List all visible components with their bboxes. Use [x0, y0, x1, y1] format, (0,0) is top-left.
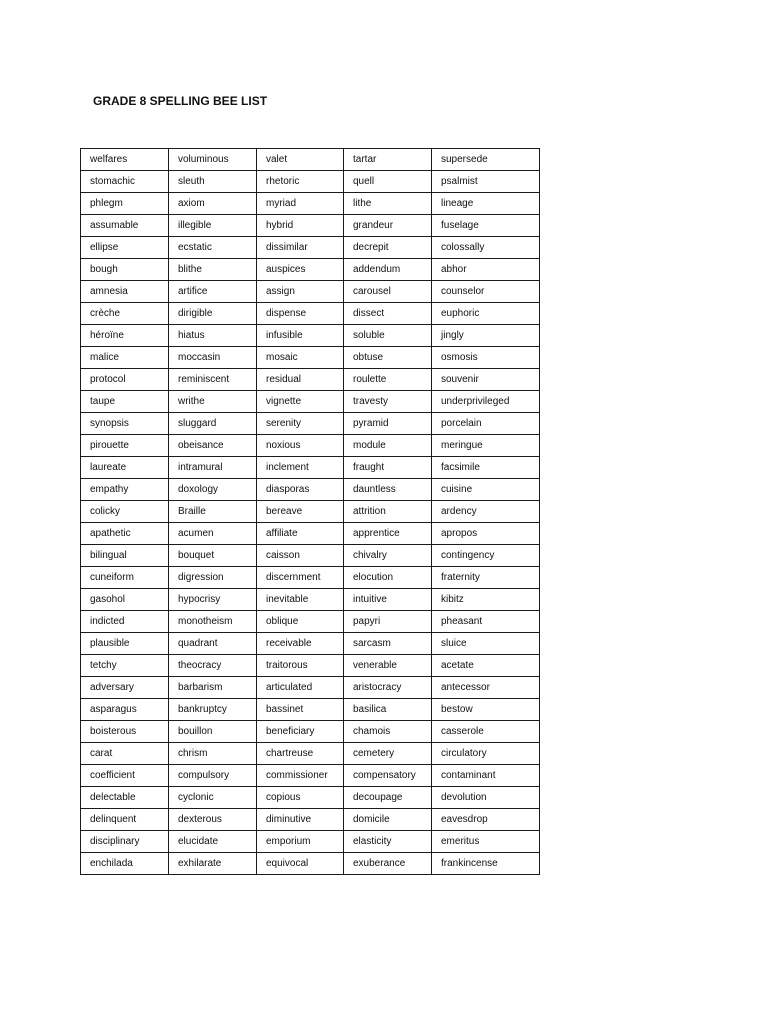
word-cell: antecessor [432, 677, 540, 699]
word-cell: abhor [432, 259, 540, 281]
word-cell: bestow [432, 699, 540, 721]
word-cell: fuselage [432, 215, 540, 237]
word-cell: serenity [257, 413, 344, 435]
word-cell: sleuth [169, 171, 257, 193]
word-cell: addendum [344, 259, 432, 281]
word-table-body [81, 149, 540, 875]
spelling-word-table [80, 148, 540, 875]
word-cell: illegible [169, 215, 257, 237]
word-cell: doxology [169, 479, 257, 501]
word-cell: domicile [344, 809, 432, 831]
word-cell: contaminant [432, 765, 540, 787]
word-cell: enchilada [81, 853, 169, 875]
word-cell: Braille [169, 501, 257, 523]
word-cell: casserole [432, 721, 540, 743]
word-cell: pirouette [81, 435, 169, 457]
word-cell: dissimilar [257, 237, 344, 259]
word-cell: cuneiform [81, 567, 169, 589]
word-cell: inclement [257, 457, 344, 479]
word-cell: intramural [169, 457, 257, 479]
word-cell: sluggard [169, 413, 257, 435]
word-cell: euphoric [432, 303, 540, 325]
word-cell: elocution [344, 567, 432, 589]
word-cell: emporium [257, 831, 344, 853]
word-cell: module [344, 435, 432, 457]
word-cell: bilingual [81, 545, 169, 567]
table-row [81, 677, 540, 699]
table-row [81, 853, 540, 875]
word-cell: writhe [169, 391, 257, 413]
word-cell: cyclonic [169, 787, 257, 809]
word-cell: psalmist [432, 171, 540, 193]
word-cell: crèche [81, 303, 169, 325]
word-cell: rhetoric [257, 171, 344, 193]
table-row [81, 303, 540, 325]
word-cell: decoupage [344, 787, 432, 809]
word-cell: bough [81, 259, 169, 281]
table-row [81, 193, 540, 215]
word-cell: lineage [432, 193, 540, 215]
word-cell: souvenir [432, 369, 540, 391]
word-cell: attrition [344, 501, 432, 523]
word-cell: porcelain [432, 413, 540, 435]
word-cell: asparagus [81, 699, 169, 721]
word-cell: assign [257, 281, 344, 303]
word-cell: disciplinary [81, 831, 169, 853]
word-cell: obtuse [344, 347, 432, 369]
word-cell: contingency [432, 545, 540, 567]
word-cell: synopsis [81, 413, 169, 435]
word-cell: oblique [257, 611, 344, 633]
word-cell: vignette [257, 391, 344, 413]
word-cell: lithe [344, 193, 432, 215]
word-cell: mosaic [257, 347, 344, 369]
table-row [81, 611, 540, 633]
word-cell: indicted [81, 611, 169, 633]
word-cell: bereave [257, 501, 344, 523]
word-cell: dissect [344, 303, 432, 325]
word-cell: soluble [344, 325, 432, 347]
table-row [81, 457, 540, 479]
word-cell: adversary [81, 677, 169, 699]
word-cell: ardency [432, 501, 540, 523]
word-cell: meringue [432, 435, 540, 457]
word-cell: venerable [344, 655, 432, 677]
word-cell: hybrid [257, 215, 344, 237]
word-cell: fraternity [432, 567, 540, 589]
word-cell: carousel [344, 281, 432, 303]
word-cell: receivable [257, 633, 344, 655]
table-row [81, 413, 540, 435]
word-cell: circulatory [432, 743, 540, 765]
word-cell: traitorous [257, 655, 344, 677]
word-cell: counselor [432, 281, 540, 303]
word-cell: articulated [257, 677, 344, 699]
table-row [81, 391, 540, 413]
word-cell: cuisine [432, 479, 540, 501]
word-cell: roulette [344, 369, 432, 391]
word-cell: fraught [344, 457, 432, 479]
word-cell: chrism [169, 743, 257, 765]
word-cell: gasohol [81, 589, 169, 611]
word-cell: bassinet [257, 699, 344, 721]
word-cell: bouquet [169, 545, 257, 567]
word-cell: dispense [257, 303, 344, 325]
word-cell: underprivileged [432, 391, 540, 413]
word-cell: barbarism [169, 677, 257, 699]
word-cell: sluice [432, 633, 540, 655]
word-cell: pyramid [344, 413, 432, 435]
word-cell: osmosis [432, 347, 540, 369]
word-cell: myriad [257, 193, 344, 215]
word-cell: elucidate [169, 831, 257, 853]
table-row [81, 633, 540, 655]
word-cell: colicky [81, 501, 169, 523]
word-cell: dirigible [169, 303, 257, 325]
word-cell: diminutive [257, 809, 344, 831]
word-cell: theocracy [169, 655, 257, 677]
word-cell: eavesdrop [432, 809, 540, 831]
table-row [81, 699, 540, 721]
word-cell: bankruptcy [169, 699, 257, 721]
table-row [81, 501, 540, 523]
word-cell: héroïne [81, 325, 169, 347]
word-cell: ecstatic [169, 237, 257, 259]
word-cell: stomachic [81, 171, 169, 193]
table-row [81, 215, 540, 237]
table-row [81, 589, 540, 611]
word-cell: elasticity [344, 831, 432, 853]
word-cell: dexterous [169, 809, 257, 831]
word-cell: carat [81, 743, 169, 765]
word-cell: apropos [432, 523, 540, 545]
table-row [81, 809, 540, 831]
word-cell: decrepit [344, 237, 432, 259]
word-cell: boisterous [81, 721, 169, 743]
table-row [81, 149, 540, 171]
word-cell: affiliate [257, 523, 344, 545]
word-cell: delectable [81, 787, 169, 809]
word-cell: caisson [257, 545, 344, 567]
word-cell: amnesia [81, 281, 169, 303]
word-cell: apathetic [81, 523, 169, 545]
word-cell: phlegm [81, 193, 169, 215]
table-row [81, 831, 540, 853]
table-row [81, 259, 540, 281]
word-cell: cemetery [344, 743, 432, 765]
word-cell: delinquent [81, 809, 169, 831]
word-cell: tartar [344, 149, 432, 171]
word-cell: pheasant [432, 611, 540, 633]
word-cell: infusible [257, 325, 344, 347]
word-cell: aristocracy [344, 677, 432, 699]
table-row [81, 369, 540, 391]
word-cell: axiom [169, 193, 257, 215]
word-cell: sarcasm [344, 633, 432, 655]
word-cell: inevitable [257, 589, 344, 611]
word-cell: kibitz [432, 589, 540, 611]
word-cell: voluminous [169, 149, 257, 171]
word-cell: obeisance [169, 435, 257, 457]
word-cell: commissioner [257, 765, 344, 787]
word-cell: devolution [432, 787, 540, 809]
table-row [81, 655, 540, 677]
word-cell: beneficiary [257, 721, 344, 743]
word-cell: papyri [344, 611, 432, 633]
word-cell: chamois [344, 721, 432, 743]
word-cell: plausible [81, 633, 169, 655]
word-cell: equivocal [257, 853, 344, 875]
table-row [81, 545, 540, 567]
word-cell: exuberance [344, 853, 432, 875]
word-cell: quell [344, 171, 432, 193]
word-cell: blithe [169, 259, 257, 281]
word-cell: facsimile [432, 457, 540, 479]
word-cell: coefficient [81, 765, 169, 787]
word-cell: supersede [432, 149, 540, 171]
table-row [81, 435, 540, 457]
word-cell: laureate [81, 457, 169, 479]
table-row [81, 281, 540, 303]
table-row [81, 171, 540, 193]
word-cell: assumable [81, 215, 169, 237]
table-row [81, 347, 540, 369]
word-cell: exhilarate [169, 853, 257, 875]
table-row [81, 721, 540, 743]
word-cell: quadrant [169, 633, 257, 655]
word-cell: copious [257, 787, 344, 809]
word-cell: apprentice [344, 523, 432, 545]
word-cell: dauntless [344, 479, 432, 501]
word-cell: travesty [344, 391, 432, 413]
table-row [81, 567, 540, 589]
word-cell: compulsory [169, 765, 257, 787]
word-cell: tetchy [81, 655, 169, 677]
word-cell: acetate [432, 655, 540, 677]
table-row [81, 325, 540, 347]
word-cell: ellipse [81, 237, 169, 259]
table-row [81, 523, 540, 545]
word-cell: reminiscent [169, 369, 257, 391]
word-cell: protocol [81, 369, 169, 391]
word-cell: basilica [344, 699, 432, 721]
word-cell: valet [257, 149, 344, 171]
word-cell: diasporas [257, 479, 344, 501]
word-cell: noxious [257, 435, 344, 457]
word-cell: frankincense [432, 853, 540, 875]
word-cell: hiatus [169, 325, 257, 347]
word-cell: acumen [169, 523, 257, 545]
table-row [81, 479, 540, 501]
word-cell: monotheism [169, 611, 257, 633]
page-title: GRADE 8 SPELLING BEE LIST [93, 94, 268, 108]
word-cell: moccasin [169, 347, 257, 369]
word-cell: taupe [81, 391, 169, 413]
table-row [81, 743, 540, 765]
word-cell: colossally [432, 237, 540, 259]
word-cell: discernment [257, 567, 344, 589]
word-cell: auspices [257, 259, 344, 281]
word-cell: welfares [81, 149, 169, 171]
word-cell: chivalry [344, 545, 432, 567]
word-cell: chartreuse [257, 743, 344, 765]
word-cell: grandeur [344, 215, 432, 237]
word-cell: artifice [169, 281, 257, 303]
word-cell: compensatory [344, 765, 432, 787]
word-cell: residual [257, 369, 344, 391]
word-cell: digression [169, 567, 257, 589]
word-cell: hypocrisy [169, 589, 257, 611]
word-cell: empathy [81, 479, 169, 501]
word-cell: intuitive [344, 589, 432, 611]
table-row [81, 237, 540, 259]
table-row [81, 787, 540, 809]
word-cell: emeritus [432, 831, 540, 853]
word-cell: jingly [432, 325, 540, 347]
word-cell: bouillon [169, 721, 257, 743]
word-cell: malice [81, 347, 169, 369]
table-row [81, 765, 540, 787]
